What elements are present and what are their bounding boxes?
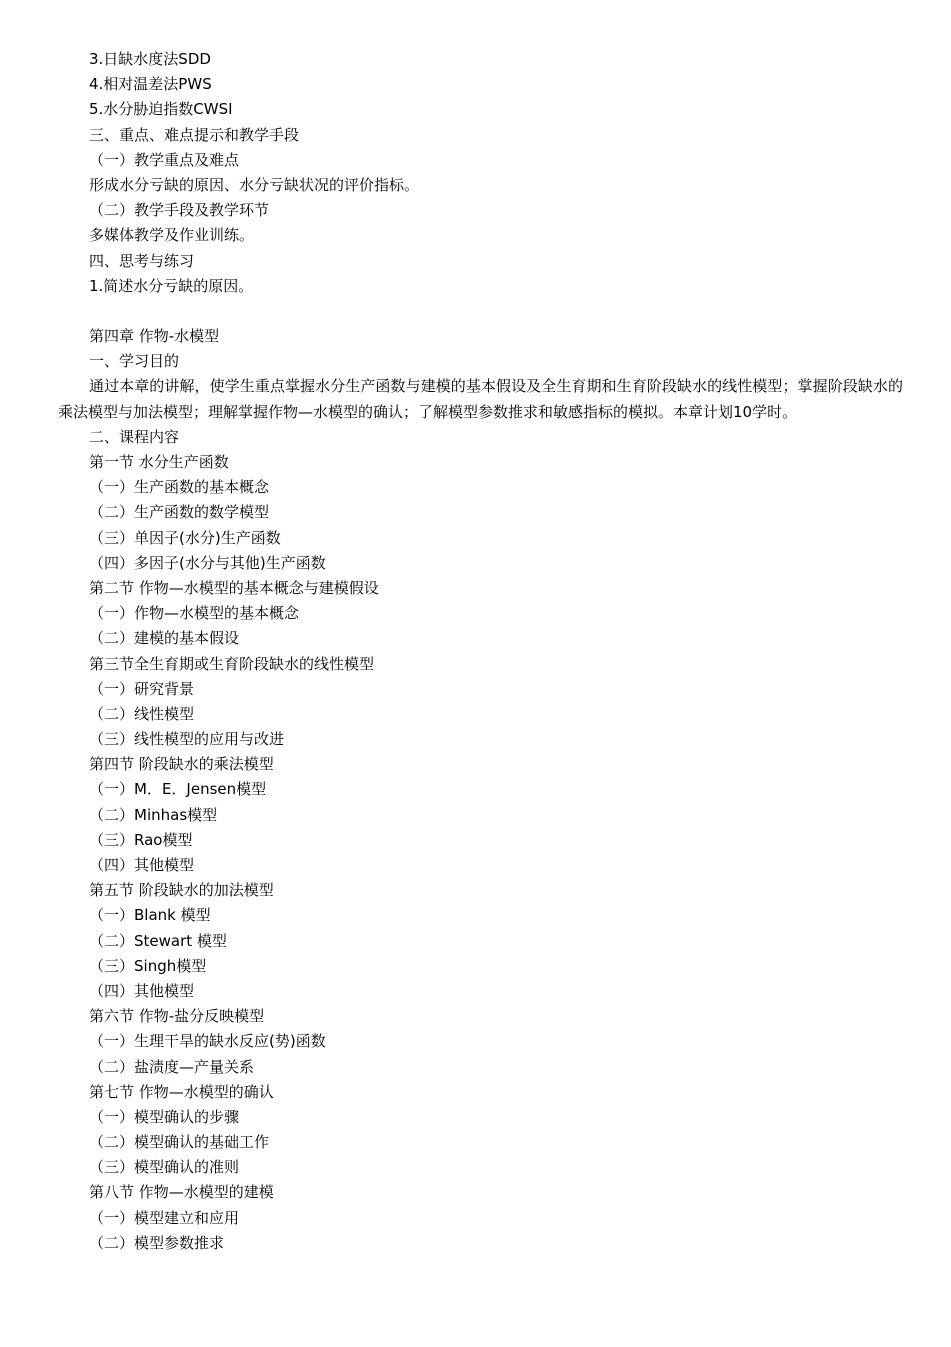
- body-paragraph: 通过本章的讲解，使学生重点掌握水分生产函数与建模的基本假设及全生育期和生育阶段缺水的线性模型；掌握阶段缺水的乘法模型与加法模型；理解掌握作物—水模型的确认；了解模型参数推求和敏感指标的模拟。本章计划10学时。: [58, 377, 903, 421]
- chapter-title: 第四章 作物-水模型: [89, 327, 220, 346]
- text-line: （一）Blank 模型: [89, 906, 211, 925]
- text-line: 第八节 作物—水模型的建模: [89, 1183, 274, 1202]
- text-line: （四）其他模型: [89, 981, 195, 1000]
- blank-line: [0, 299, 951, 324]
- text-line: （三）单因子(水分)生产函数: [89, 528, 281, 547]
- text-line: （一）生产函数的基本概念: [89, 478, 270, 497]
- text-line: （一）M．E．Jensen模型: [89, 780, 267, 799]
- text-line: 三、重点、难点提示和教学手段: [89, 125, 300, 144]
- text-line: （一）教学重点及难点: [89, 150, 240, 169]
- text-line: 3.日缺水度法SDD: [89, 50, 211, 68]
- top-text-block: [0, 47, 951, 299]
- text-line: （二）模型参数推求: [89, 1233, 225, 1252]
- text-line: （一）模型建立和应用: [89, 1208, 240, 1227]
- text-line: 二、课程内容: [89, 427, 180, 446]
- text-line: 第七节 作物—水模型的确认: [89, 1082, 274, 1101]
- text-line: （二）Minhas模型: [89, 805, 218, 824]
- text-line: 四、思考与练习: [89, 251, 195, 270]
- text-line: （四）其他模型: [89, 856, 195, 875]
- text-line: 多媒体教学及作业训练。: [89, 226, 255, 245]
- document-page: [0, 47, 951, 1256]
- text-line: 第二节 作物—水模型的基本概念与建模假设: [89, 578, 379, 597]
- course-content-list: [0, 425, 951, 1256]
- text-line: （三）Singh模型: [89, 956, 207, 975]
- text-line: 5.水分胁迫指数CWSI: [89, 100, 233, 119]
- text-line: 1.简述水分亏缺的原因。: [89, 276, 254, 295]
- text-line: （四）多因子(水分与其他)生产函数: [89, 553, 326, 572]
- text-line: 形成水分亏缺的原因、水分亏缺状况的评价指标。: [89, 175, 420, 194]
- text-line: （二）Stewart 模型: [89, 931, 227, 950]
- text-line: （一）生理干旱的缺水反应(势)函数: [89, 1032, 326, 1051]
- text-line: （二）建模的基本假设: [89, 629, 240, 648]
- text-line: 第三节全生育期或生育阶段缺水的线性模型: [89, 654, 375, 673]
- text-line: （二）盐渍度—产量关系: [89, 1057, 255, 1076]
- text-line: （三）Rao模型: [89, 830, 193, 849]
- text-line: （一）模型确认的步骤: [89, 1107, 240, 1126]
- text-line: （一）研究背景: [89, 679, 195, 698]
- text-line: （二）模型确认的基础工作: [89, 1133, 270, 1152]
- text-line: 第四节 阶段缺水的乘法模型: [89, 755, 274, 774]
- text-line: 第一节 水分生产函数: [89, 453, 229, 472]
- text-line: （二）线性模型: [89, 704, 195, 723]
- text-line: 4.相对温差法PWS: [89, 75, 212, 94]
- text-line: 第六节 作物-盐分反映模型: [89, 1007, 265, 1026]
- text-line: 第五节 阶段缺水的加法模型: [89, 881, 274, 900]
- text-line: （二）生产函数的数学模型: [89, 503, 270, 522]
- text-line: （三）线性模型的应用与改进: [89, 730, 285, 749]
- text-line: （二）教学手段及教学环节: [89, 201, 270, 220]
- text-line: （三）模型确认的准则: [89, 1158, 240, 1177]
- section-heading: 一、学习目的: [89, 352, 180, 371]
- text-line: （一）作物—水模型的基本概念: [89, 604, 300, 623]
